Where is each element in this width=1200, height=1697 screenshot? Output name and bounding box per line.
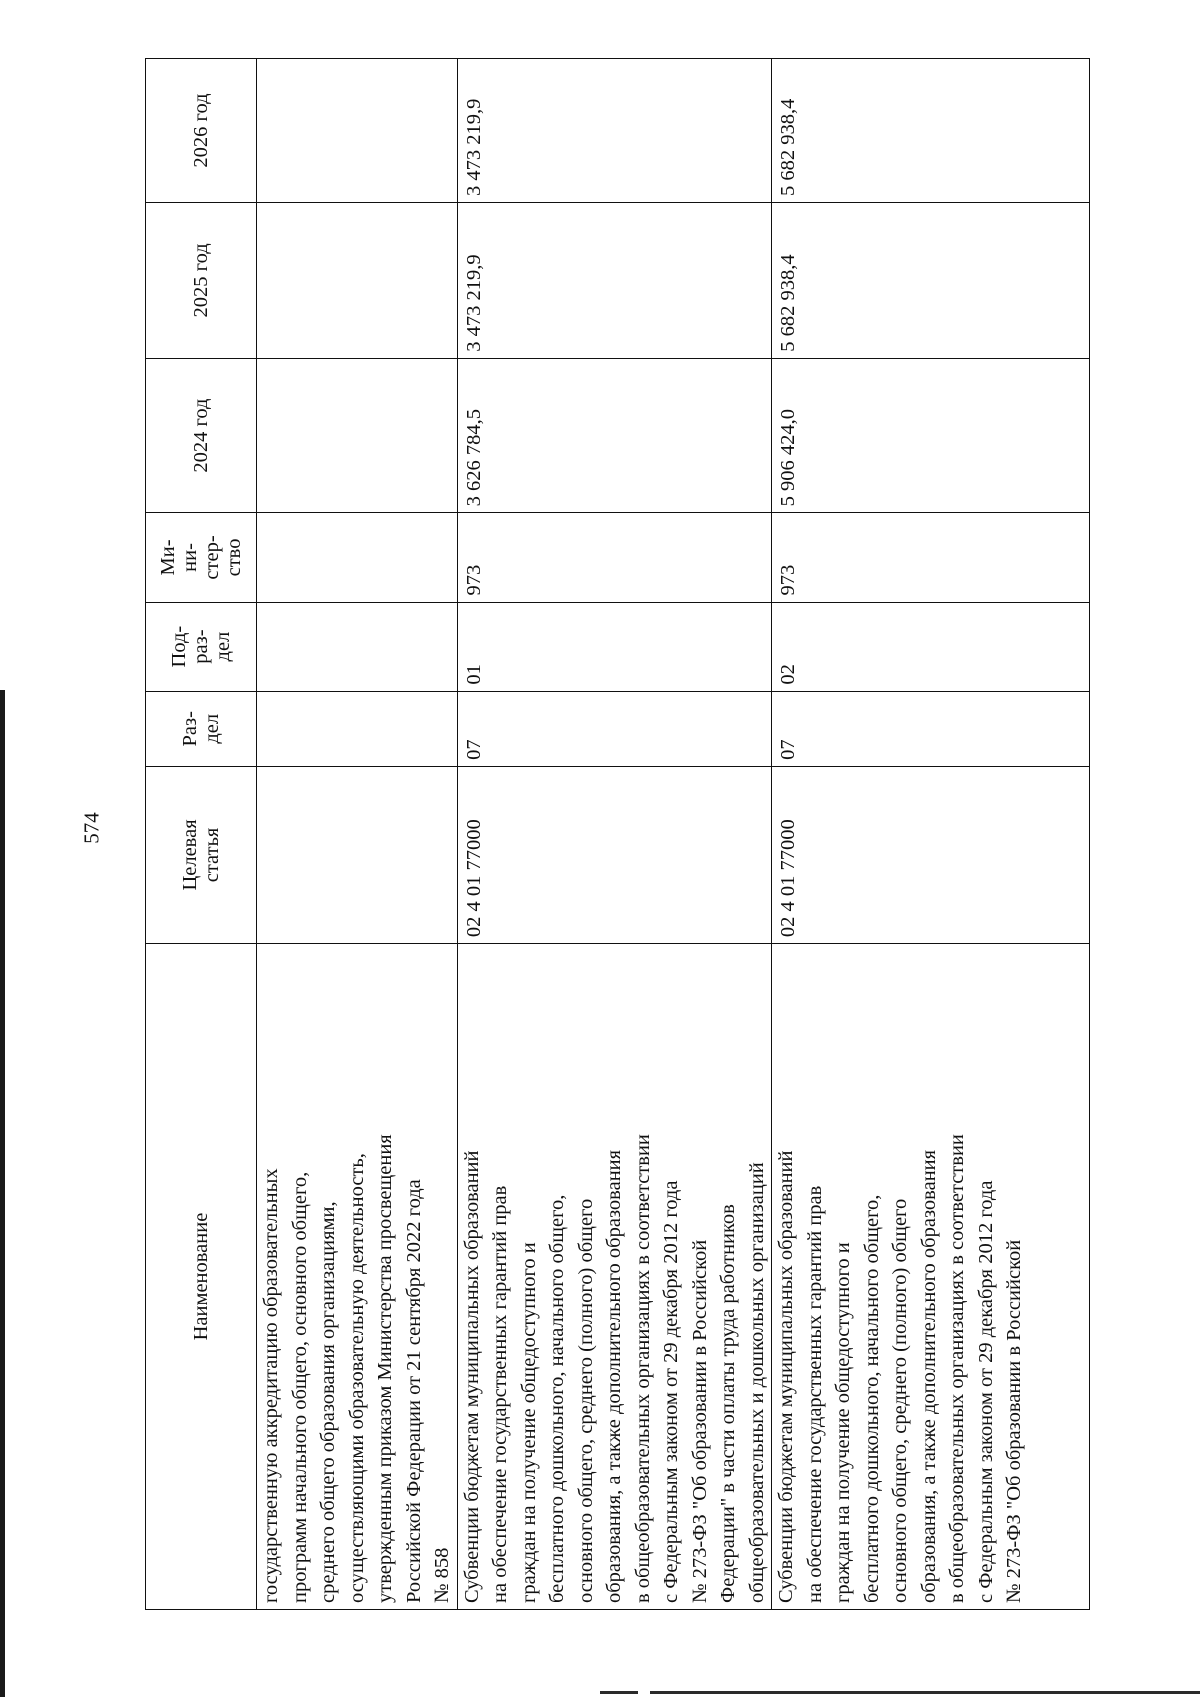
header-ministry: Ми- ни- стер- ство (146, 513, 257, 602)
row-value-2025: 3 473 219,9 (457, 203, 772, 359)
row-value-2026 (257, 59, 458, 203)
header-target-article: Целевая статья (146, 766, 257, 943)
scan-edge-dash (600, 1691, 638, 1694)
page-number: 574 (79, 812, 104, 844)
row-target-article: 02 4 01 77000 (457, 766, 772, 943)
row-podrazdel (257, 602, 458, 691)
row-target-article (257, 766, 458, 943)
row-value-2024 (257, 358, 458, 513)
header-podrazdel: Под- раз- дел (146, 602, 257, 691)
row-ministry: 973 (772, 513, 1090, 602)
table-row (257, 59, 458, 1610)
row-value-2026: 5 682 938,4 (772, 59, 1090, 203)
row-ministry: 973 (457, 513, 772, 602)
row-value-2024: 5 906 424,0 (772, 358, 1090, 513)
row-value-2025 (257, 203, 458, 359)
row-razdel (257, 691, 458, 766)
rotated-table-container (145, 58, 1083, 1610)
row-name: государственную аккредитацию образовательных программ начального общего, основного общего, среднего общего образования организациями, осуществляющими образовательную деятельность, утвержденным приказом Министерства просвещения Российской Федерации от 21 сентября 2022 года № 858 (257, 944, 458, 1610)
header-year-2024: 2024 год (146, 358, 257, 513)
table-row (457, 59, 772, 1610)
row-name: Субвенции бюджетам муниципальных образований на обеспечение государственных гарантий прав граждан на получение общедоступного и бесплатного дошкольного, начального общего, основного общего, среднего (полного) общего образования, а также дополнительного образования в общеобразовательных организациях в соответствии с Федеральным законом от 29 декабря 2012 года № 273-ФЗ "Об образовании в Российской (772, 944, 1090, 1610)
row-value-2026: 3 473 219,9 (457, 59, 772, 203)
table-header-row (146, 59, 257, 1610)
header-name: Наименование (146, 944, 257, 1610)
header-year-2026: 2026 год (146, 59, 257, 203)
row-razdel: 07 (772, 691, 1090, 766)
row-value-2025: 5 682 938,4 (772, 203, 1090, 359)
row-podrazdel: 02 (772, 602, 1090, 691)
rotated-page (145, 58, 1083, 1610)
scan-edge-left (0, 690, 5, 1697)
budget-table (145, 58, 1090, 1610)
row-target-article: 02 4 01 77000 (772, 766, 1090, 943)
scan-edge-bottom (650, 1691, 1200, 1694)
table-row (772, 59, 1090, 1610)
row-podrazdel: 01 (457, 602, 772, 691)
row-ministry (257, 513, 458, 602)
header-razdel: Раз- дел (146, 691, 257, 766)
header-year-2025: 2025 год (146, 203, 257, 359)
row-value-2024: 3 626 784,5 (457, 358, 772, 513)
row-name: Субвенции бюджетам муниципальных образований на обеспечение государственных гарантий прав граждан на получение общедоступного и бесплатного дошкольного, начального общего, основного общего, среднего (полного) общего образования, а также дополнительного образования в общеобразовательных организациях в соответствии с Федеральным законом от 29 декабря 2012 года № 273-ФЗ "Об образовании в Российской Федерации" в части оплаты труда работников общеобразовательных и дошкольных организаций (457, 944, 772, 1610)
row-razdel: 07 (457, 691, 772, 766)
